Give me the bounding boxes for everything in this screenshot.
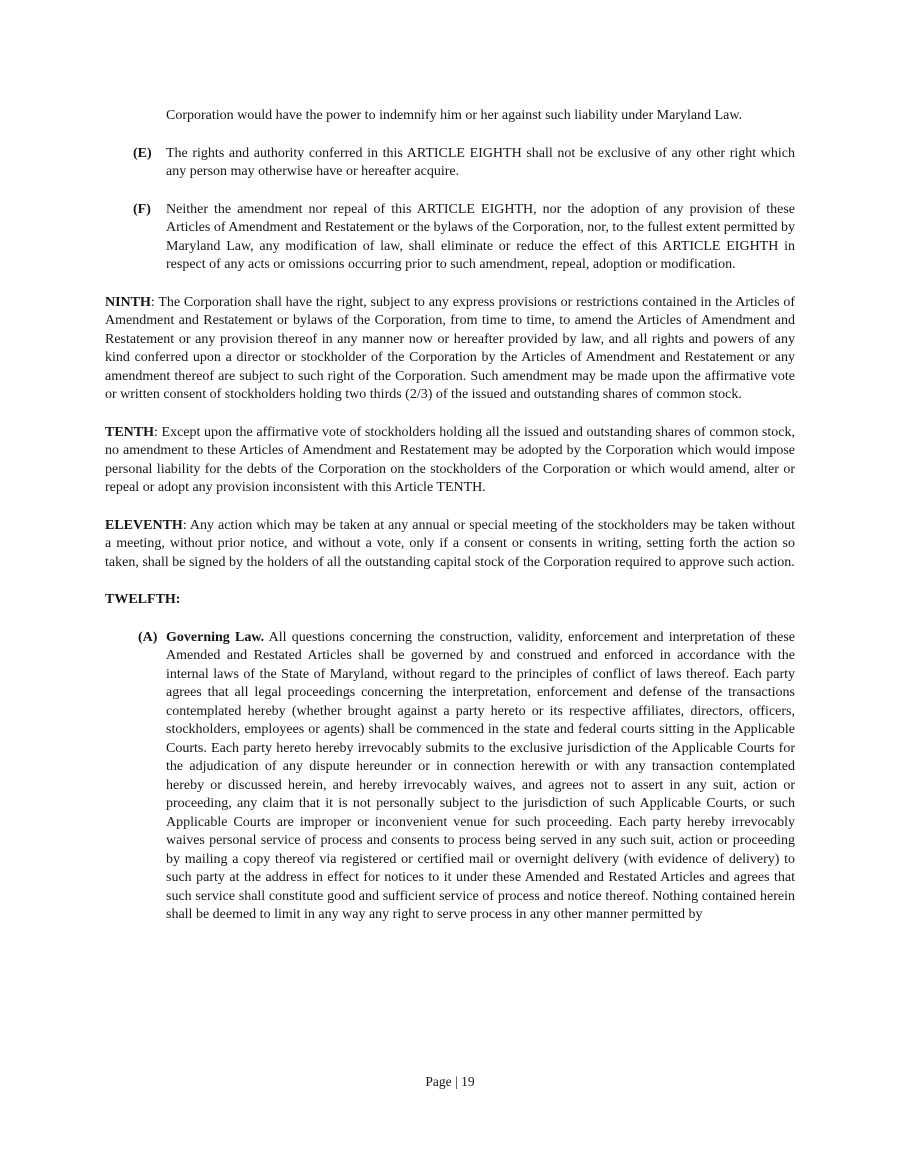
item-f-label: (F) — [133, 201, 151, 217]
article-ninth-heading: NINTH — [105, 294, 151, 310]
list-item-e — [105, 145, 795, 182]
item-a-text: All questions concerning the construction, validity, enforcement and interpretation of these Amended and Restated Articles shall be governed by and construed and enforced in accordance with the internal laws of the State of Maryland, without regard to the principles of conflict of laws thereof. Each party agrees that all legal proceedings concerning the interpretation, enforcement and defense of the transactions contemplated hereby (whether brought against a party hereto or its respective affiliates, directors, officers, stockholders, employees or agents) shall be commenced in the state and federal courts sitting in the Applicable Courts. Each party hereto hereby irrevocably submits to the exclusive jurisdiction of the Applicable Courts for the adjudication of any dispute hereunder or in connection herewith or with any transaction contemplated hereby or discussed herein, and hereby irrevocably waives, and agrees not to assert in any suit, action or proceeding, any claim that it is not personally subject to the jurisdiction of such Applicable Courts, or such Applicable Courts are improper or inconvenient venue for such proceeding. Each party hereby irrevocably waives personal service of process and consents to process being served in any such suit, action or proceeding by mailing a copy thereof via registered or certified mail or overnight delivery (with evidence of delivery) to such party at the address in effect for notices to it under these Amended and Restated Articles and agrees that such service shall constitute good and sufficient service of process and notice thereof. Nothing contained herein shall be deemed to limit in any way any right to serve process in any other manner permitted by — [166, 629, 795, 922]
continuation-paragraph — [166, 107, 795, 126]
continuation-text: Corporation would have the power to indemnify him or her against such liability under Maryland Law. — [166, 108, 743, 123]
item-e-text: The rights and authority conferred in this ARTICLE EIGHTH shall not be exclusive of any other right which any person may otherwise have or hereafter acquire. — [166, 145, 795, 179]
article-twelfth-heading: TWELFTH: — [105, 592, 181, 607]
list-item-a — [105, 629, 795, 925]
article-ninth-text: : The Corporation shall have the right, subject to any express provisions or restrictions contained in the Articles of Amendment and Restatement or bylaws of the Corporation, from time to time, to amend the Articles of Amendment and Restatement or any provision thereof in any manner now or hereafter provided by law, and all rights and powers of any kind conferred upon a director or stockholder of the Corporation by the Articles of Amendment and Restatement or any amendment thereof are subject to such right of the Corporation. Such amendment may be made upon the affirmative vote or written consent of stockholders holding two thirds (2/3) of the issued and outstanding shares of common stock. — [105, 294, 795, 402]
article-ninth — [105, 294, 795, 405]
document-body — [105, 107, 795, 944]
article-tenth-heading: TENTH — [105, 424, 155, 440]
item-e-label: (E) — [133, 145, 152, 161]
article-twelfth — [105, 591, 795, 610]
item-a-lead: Governing Law. — [166, 629, 265, 645]
item-a-label: (A) — [138, 629, 158, 645]
article-eleventh-heading: ELEVENTH — [105, 517, 183, 533]
article-tenth — [105, 424, 795, 498]
article-eleventh-text: : Any action which may be taken at any annual or special meeting of the stockholders may be taken without a meeting, without prior notice, and without a vote, only if a consent or consents in writing, setting forth the action so taken, shall be signed by the holders of all the outstanding capital stock of the Corporation required to approve such action. — [105, 517, 795, 570]
list-item-f — [105, 201, 795, 275]
page-number-footer — [0, 1073, 900, 1091]
article-tenth-text: : Except upon the affirmative vote of stockholders holding all the issued and outstanding shares of common stock, no amendment to these Articles of Amendment and Restatement may be adopted by the Corporation which would impose personal liability for the debts of the Corporation on the stockholders of the Corporation or which would amend, alter or repeal or adopt any provision inconsistent with this Article TENTH. — [105, 424, 795, 495]
item-f-text: Neither the amendment nor repeal of this ARTICLE EIGHTH, nor the adoption of any provision of these Articles of Amendment and Restatement or the bylaws of the Corporation, nor, to the fullest extent permitted by Maryland Law, any modification of law, shall eliminate or reduce the effect of this ARTICLE EIGHTH in respect of any acts or omissions occurring prior to such amendment, repeal, adoption or modification. — [166, 201, 795, 272]
page-number-text: Page | 19 — [425, 1074, 475, 1089]
article-eleventh — [105, 517, 795, 573]
